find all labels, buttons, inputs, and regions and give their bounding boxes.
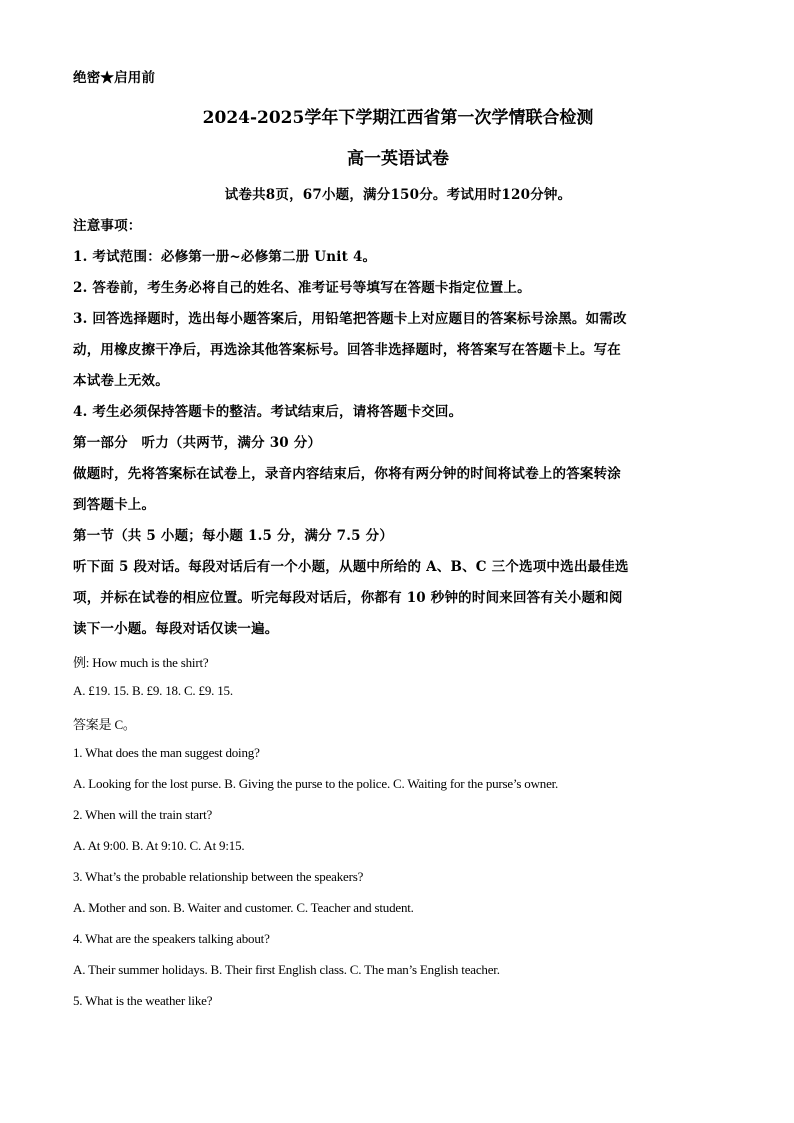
question-4-options: A. Their summer holidays. B. Their first English class. C. The man’s English teacher. <box>73 962 500 977</box>
question-2: 2. When will the train start? <box>73 807 213 822</box>
question-1: 1. What does the man suggest doing? <box>73 745 260 760</box>
exam-subtitle: 高一英语试卷 <box>347 149 449 169</box>
question-2-options: A. At 9:00. B. At 9:10. C. At 9:15. <box>73 838 245 853</box>
note-item: 1. 考试范围：必修第一册~必修第二册 Unit 4。 <box>73 249 377 265</box>
part1-intro: 做题时，先将答案标在试卷上，录音内容结束后，你将有两分钟的时间将试卷上的答案转涂 <box>73 466 621 482</box>
note-item: 4. 考生必须保持答题卡的整洁。考试结束后，请将答题卡交回。 <box>73 404 463 420</box>
section1-heading: 第一节（共 5 小题；每小题 1.5 分，满分 7.5 分） <box>73 528 394 544</box>
part1-heading: 第一部分 听力（共两节，满分 30 分） <box>73 435 322 451</box>
part1-intro: 到答题卡上。 <box>73 497 156 513</box>
note-item: 3. 回答选择题时，选出每小题答案后，用铅笔把答题卡上对应题目的答案标号涂黑。如需改 <box>73 311 627 327</box>
exam-info: 试卷共8页，67小题，满分150分。考试用时120分钟。 <box>224 187 572 203</box>
exam-title: 2024-2025学年下学期江西省第一次学情联合检测 <box>202 108 594 128</box>
section1-instructions: 听下面 5 段对话。每段对话后有一个小题，从题中所给的 A、B、C 三个选项中选出最佳选 <box>73 559 629 575</box>
note-item: 动，用橡皮擦干净后，再选涂其他答案标号。回答非选择题时，将答案写在答题卡上。写在 <box>73 342 621 358</box>
section1-instructions: 读下一小题。每段对话仅读一遍。 <box>73 621 279 637</box>
question-3-options: A. Mother and son. B. Waiter and customer. C. Teacher and student. <box>73 900 414 915</box>
note-item: 本试卷上无效。 <box>73 373 169 389</box>
question-4: 4. What are the speakers talking about? <box>73 931 270 946</box>
example-question: 例: How much is the shirt? <box>73 655 209 670</box>
question-3: 3. What’s the probable relationship between the speakers? <box>73 869 364 884</box>
example-answer: 答案是 C。 <box>73 717 136 732</box>
secret-mark: 绝密★启用前 <box>73 70 156 86</box>
question-5: 5. What is the weather like? <box>73 993 213 1008</box>
notes-heading: 注意事项： <box>73 218 142 234</box>
section1-instructions: 项，并标在试卷的相应位置。听完每段对话后，你都有 10 秒钟的时间来回答有关小题和阅 <box>73 590 623 606</box>
example-options: A. £19. 15. B. £9. 18. C. £9. 15. <box>73 683 233 698</box>
note-item: 2. 答卷前，考生务必将自己的姓名、准考证号等填写在答题卡指定位置上。 <box>73 280 531 296</box>
question-1-options: A. Looking for the lost purse. B. Giving the purse to the police. C. Waiting for the purse’s owner. <box>73 776 559 791</box>
